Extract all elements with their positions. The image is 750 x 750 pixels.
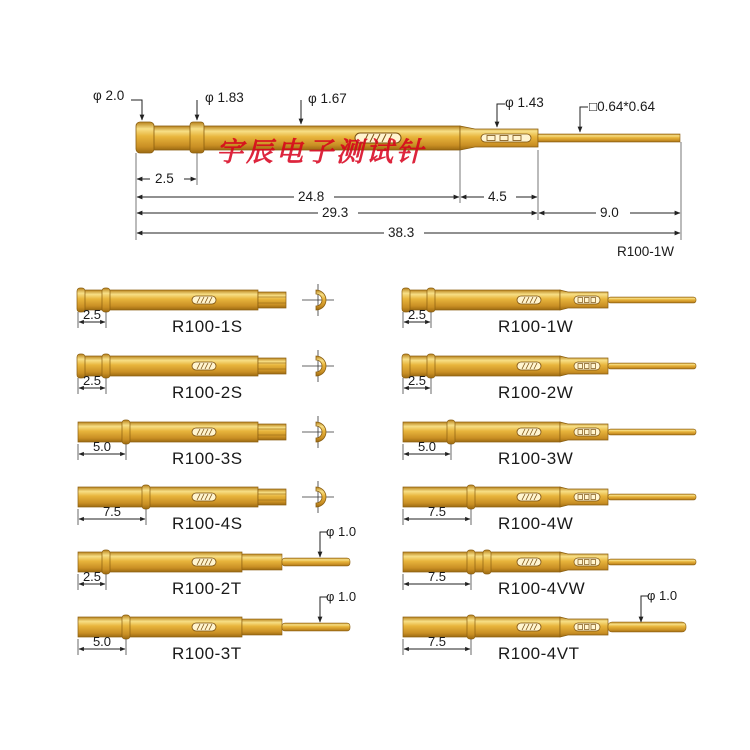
variant-tip: [608, 429, 696, 435]
main-dia-ring: φ 1.83: [205, 90, 244, 105]
variant-label-r100-4vw: R100-4VW: [498, 579, 586, 598]
main-model-caption: R100-1W: [617, 244, 675, 259]
main-dim-nose: 4.5: [488, 189, 507, 204]
main-probe-tip: [538, 134, 680, 142]
variant-label-r100-1s: R100-1S: [172, 317, 243, 336]
variant-dim-right-0: 2.5: [407, 307, 427, 322]
variant-label-r100-1w: R100-1W: [498, 317, 574, 336]
variant-left-r100-3t: [78, 589, 356, 663]
main-dim-ring-offset: 2.5: [155, 171, 174, 186]
variant-right-r100-4w: [403, 485, 696, 533]
main-dim-tip: 9.0: [600, 205, 619, 220]
section-view-icon: [302, 481, 334, 513]
main-probe-vents: [481, 134, 531, 142]
variant-dim-left-0: 2.5: [82, 307, 102, 322]
variant-ring: [467, 485, 475, 509]
variant-ring: [427, 354, 435, 378]
variant-ring: [102, 354, 110, 378]
watermark-text: 宇辰电子测试针: [216, 137, 426, 168]
variant-callout-r100-3t: φ 1.0: [326, 589, 357, 604]
variant-callout-r100-4vt: φ 1.0: [647, 588, 678, 603]
variant-tip: [608, 494, 696, 500]
variant-label-r100-4w: R100-4W: [498, 514, 574, 533]
variant-catalogue: [77, 284, 696, 663]
variant-right-r100-2w: [402, 354, 696, 402]
variant-ring: [142, 485, 150, 509]
variant-left-r100-1s: [77, 284, 334, 336]
main-dim-barrel: 29.3: [322, 205, 349, 220]
variant-tip: [282, 558, 350, 566]
variant-left-r100-3s: [78, 416, 334, 468]
variant-label-r100-4s: R100-4S: [172, 514, 243, 533]
variant-tip: [608, 559, 696, 565]
section-view-icon: [302, 284, 334, 316]
main-dim-body: 24.8: [298, 189, 325, 204]
main-probe-ring: [190, 122, 204, 153]
variant-ring: [102, 550, 110, 574]
section-view-icon: [302, 416, 334, 448]
variant-ring: [447, 420, 455, 444]
variant-dim-right-2: 5.0: [417, 439, 437, 454]
main-dia-body: φ 1.67: [308, 91, 347, 106]
variant-ring: [467, 615, 475, 639]
variant-label-r100-4vt: R100-4VT: [498, 644, 580, 663]
variant-ring: [122, 615, 130, 639]
variant-tip: [608, 622, 686, 632]
variant-dim-right-3: 7.5: [427, 504, 447, 519]
variant-dim-left-3: 7.5: [102, 504, 122, 519]
variant-dim-right-5: 7.5: [427, 634, 447, 649]
variant-ring: [102, 288, 110, 312]
variant-ring: [427, 288, 435, 312]
variant-left-r100-2t: [78, 524, 356, 598]
main-probe-head: [136, 122, 154, 153]
variant-right-r100-1w: [402, 288, 696, 336]
variant-label-r100-3s: R100-3S: [172, 449, 243, 468]
main-dia-nose: φ 1.43: [505, 95, 544, 110]
variant-ring: [467, 550, 475, 574]
variant-dim-left-2: 5.0: [92, 439, 112, 454]
variant-dim-right-1: 2.5: [407, 373, 427, 388]
variant-ring: [122, 420, 130, 444]
main-drawing: [93, 88, 681, 259]
variant-label-r100-2s: R100-2S: [172, 383, 243, 402]
variant-dim-left-1: 2.5: [82, 373, 102, 388]
variant-label-r100-3t: R100-3T: [172, 644, 242, 663]
section-view-icon: [302, 350, 334, 382]
variant-right-r100-3w: [403, 420, 696, 468]
variant-label-r100-2t: R100-2T: [172, 579, 242, 598]
main-dia-head: φ 2.0: [93, 88, 125, 103]
variant-left-r100-2s: [77, 350, 334, 402]
variant-left-r100-4s: [78, 481, 334, 533]
variant-callout-r100-2t: φ 1.0: [326, 524, 357, 539]
main-tip-section: □0.64*0.64: [589, 99, 655, 114]
variant-tip: [608, 297, 696, 303]
variant-label-r100-2w: R100-2W: [498, 383, 574, 402]
main-dim-total: 38.3: [388, 225, 415, 240]
variant-right-r100-4vt: [403, 588, 686, 663]
variant-label-r100-3w: R100-3W: [498, 449, 574, 468]
variant-dim-right-4: 7.5: [427, 569, 447, 584]
variant-tip: [282, 623, 350, 631]
variant-dim-left-4: 2.5: [82, 569, 102, 584]
variant-tip: [608, 363, 696, 369]
variant-dim-left-5: 5.0: [92, 634, 112, 649]
